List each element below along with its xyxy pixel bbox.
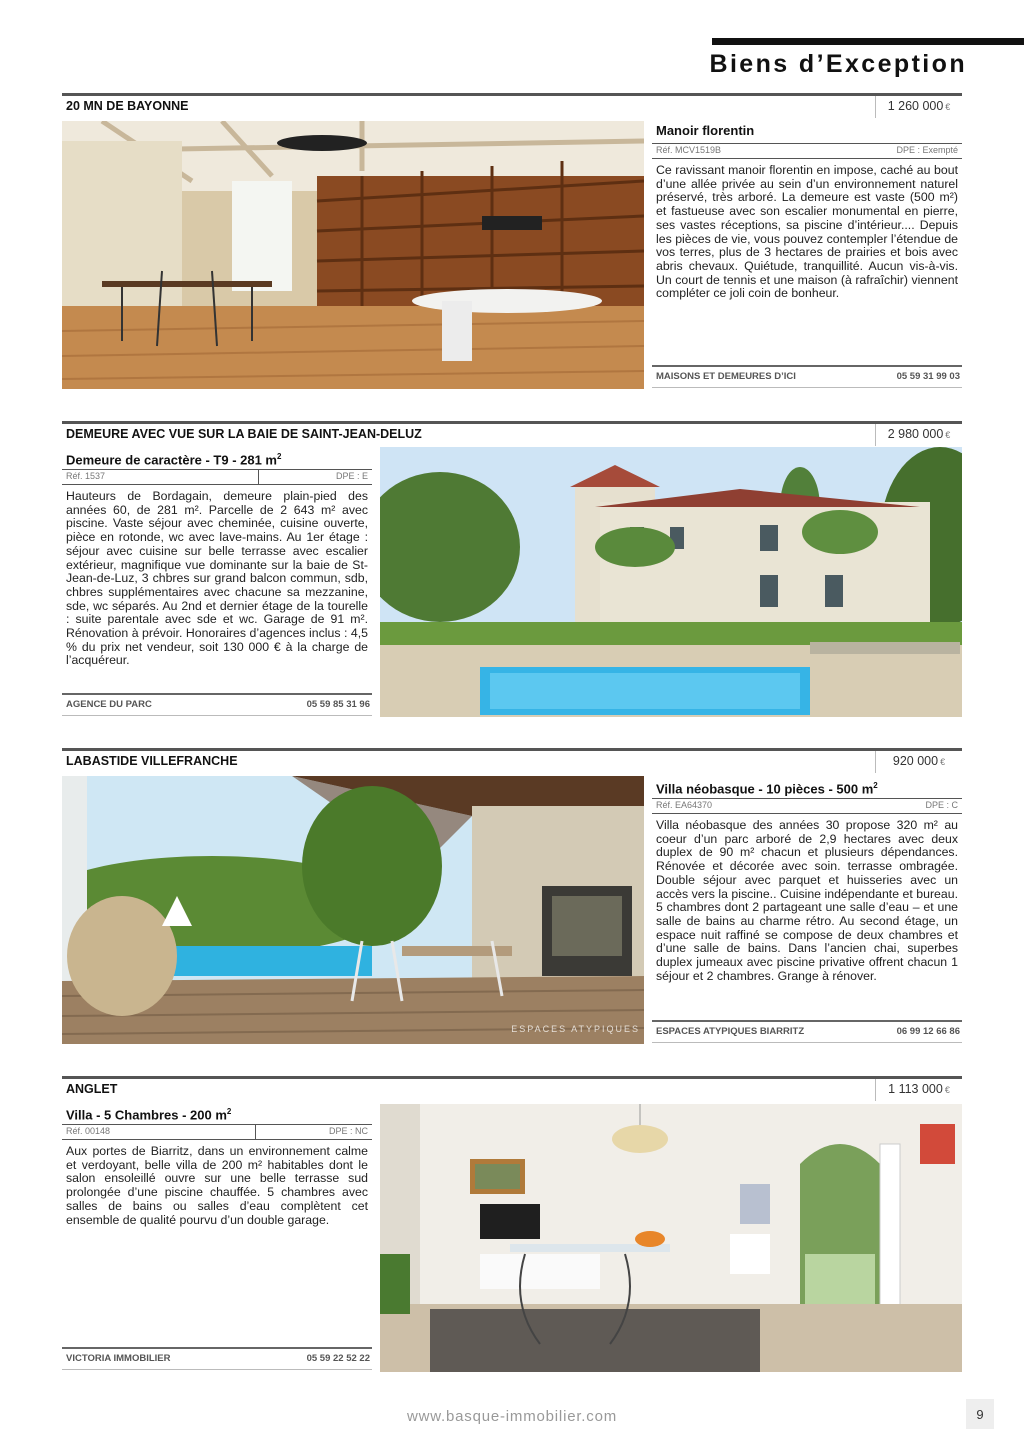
ref-row bbox=[652, 143, 962, 159]
listing-card bbox=[62, 93, 962, 393]
listing-info bbox=[652, 121, 962, 389]
listing-description: Hauteurs de Bordagain, demeure plain-pied des années 60, de 281 m². Parcelle de 2 643 m² avec piscine. Vaste séjour avec cheminée, cuisine ouverte, pièce en rotonde, wc avec lave-mains. Au 1er étage : séjour avec cuisine sur belle terrasse avec escalier extérieur, magnifique vue dominante sur la baie de St-Jean-de-Luz, 3 chbres sur grand balcon commun, sdb, chbres supplémentaires avec chacune sa mezzanine, sde, wc séparés. Au 2nd et dernier étage de la tourelle : suite parentale avec sde et wc. Garage de 91 m². Rénovation à prévoir. Honoraires d’agences inclus : 4,5 % du prix net vendeur, soit 130 000 € à la charge de l’acquéreur. bbox=[66, 489, 368, 668]
listing-card bbox=[62, 748, 962, 1048]
top-accent-bar bbox=[712, 38, 1024, 45]
ref-row bbox=[62, 469, 372, 485]
listing-location: LABASTIDE VILLEFRANCHE bbox=[66, 754, 238, 768]
listing-photo bbox=[380, 447, 962, 717]
agency-name: MAISONS ET DEMEURES D’ICI bbox=[656, 371, 796, 382]
agency-row bbox=[62, 1347, 372, 1370]
listing-info bbox=[62, 447, 372, 717]
listing-title: Villa - 5 Chambres - 200 $m^2$ bbox=[66, 1107, 232, 1123]
listing-location: 20 MN DE BAYONNE bbox=[66, 99, 189, 113]
listing-description: Villa néobasque des années 30 propose 320 m² au coeur d’un parc arboré de 2,9 hectares avec deux duplex de 90 m² chacun et plusieurs dépendances. Rénovée et décorée avec soin. terrasse ombragée. Double séjour avec parquet et huisseries avec un accès vers la piscine.. Cuisine indépendante et bureau. 5 chambres dont 2 partageant une salle d’eau – et une salle de bains au charme rétro. Au second étage, un espace nuit raffiné se compose de deux chambres et d’une salle de bains. Dans l’ancien chai, superbes duplex jumeaux avec piscine privative offrent chacun 1 séjour et 2 chambres. Grange à rénover. bbox=[656, 818, 958, 983]
listing-title: Villa néobasque - 10 pièces - 500 $m^2$ bbox=[656, 781, 878, 797]
listing-ref: Réf. 1537 bbox=[66, 471, 106, 481]
page-title: Biens d’Exception bbox=[709, 50, 967, 78]
listing-header bbox=[62, 1076, 962, 1101]
listing-location: ANGLET bbox=[66, 1082, 118, 1096]
agency-phone: 05 59 22 52 22 bbox=[306, 1353, 370, 1364]
ref-row bbox=[62, 1124, 372, 1140]
listing-price: 2 980 000 € bbox=[875, 424, 962, 446]
listing-title: Demeure de caractère - T9 - 281 $m^2$ bbox=[66, 452, 282, 468]
listing-photo bbox=[62, 776, 644, 1044]
agency-name: VICTORIA IMMOBILIER bbox=[66, 1353, 171, 1364]
listing-dpe: DPE : Exempté bbox=[896, 145, 958, 155]
agency-phone: 06 99 12 66 86 bbox=[896, 1026, 960, 1037]
listing-price: 920 000 € bbox=[875, 751, 962, 773]
listing-description: Ce ravissant manoir florentin en impose, caché au bout d’une allée privée au sein d’un environnement naturel préservé, très arboré. La demeure est vaste (500 m²) et fastueuse avec son escalier monumental en pierre, ses vastes réceptions, sa piscine d’intérieur.... Depuis les pièces de vie, vous pouvez contempler l’étendue de vos terres, plus de 3 hectares de prairies et bois avec abris chevaux. Quiétude, tranquillité. Aucun vis-à-vis. Un court de tennis et une maison (à rafraîchir) viennent compléter ce joli coin de bonheur. bbox=[656, 163, 958, 301]
listing-dpe: DPE : C bbox=[925, 800, 958, 810]
listing-info bbox=[62, 1102, 372, 1374]
agency-name: AGENCE DU PARC bbox=[66, 699, 152, 710]
listing-info bbox=[652, 776, 962, 1044]
footer-website[interactable]: www.basque-immobilier.com bbox=[406, 1408, 618, 1425]
page-number: 9 bbox=[966, 1399, 994, 1429]
listing-ref: Réf. MCV1519B bbox=[656, 145, 722, 155]
listing-header bbox=[62, 748, 962, 773]
listing-price: 1 260 000 € bbox=[875, 96, 962, 118]
listing-title: Manoir florentin bbox=[656, 123, 755, 138]
agency-row bbox=[62, 693, 372, 716]
agency-row bbox=[652, 365, 962, 388]
listing-location: DEMEURE AVEC VUE SUR LA BAIE DE SAINT-JEAN-DELUZ bbox=[66, 427, 422, 441]
photo-watermark: ESPACES ATYPIQUES bbox=[511, 1024, 640, 1034]
listing-ref: Réf. 00148 bbox=[66, 1126, 111, 1136]
listing-photo bbox=[62, 121, 644, 389]
listing-ref: Réf. EA64370 bbox=[656, 800, 713, 810]
agency-row bbox=[652, 1020, 962, 1043]
listing-dpe: DPE : E bbox=[335, 471, 368, 481]
listing-header bbox=[62, 421, 962, 446]
listing-description: Aux portes de Biarritz, dans un environnement calme et verdoyant, belle villa de 200 m² habitables dont le salon ensoleillé ouvre sur une belle terrasse sud prolongée d’une piscine chauffée. 5 chambres avec salles de bains ou salles d’eau complètent cet ensemble de qualité pourvu d’un double garage. bbox=[66, 1144, 368, 1227]
agency-name: ESPACES ATYPIQUES BIARRITZ bbox=[656, 1026, 805, 1037]
listing-card bbox=[62, 1076, 962, 1376]
listing-photo bbox=[380, 1104, 962, 1372]
listing-dpe: DPE : NC bbox=[328, 1126, 368, 1136]
listing-header bbox=[62, 93, 962, 118]
ref-row bbox=[652, 798, 962, 814]
agency-phone: 05 59 85 31 96 bbox=[306, 699, 370, 710]
listing-card bbox=[62, 421, 962, 721]
listing-price: 1 113 000 € bbox=[875, 1079, 962, 1101]
agency-phone: 05 59 31 99 03 bbox=[896, 371, 960, 382]
